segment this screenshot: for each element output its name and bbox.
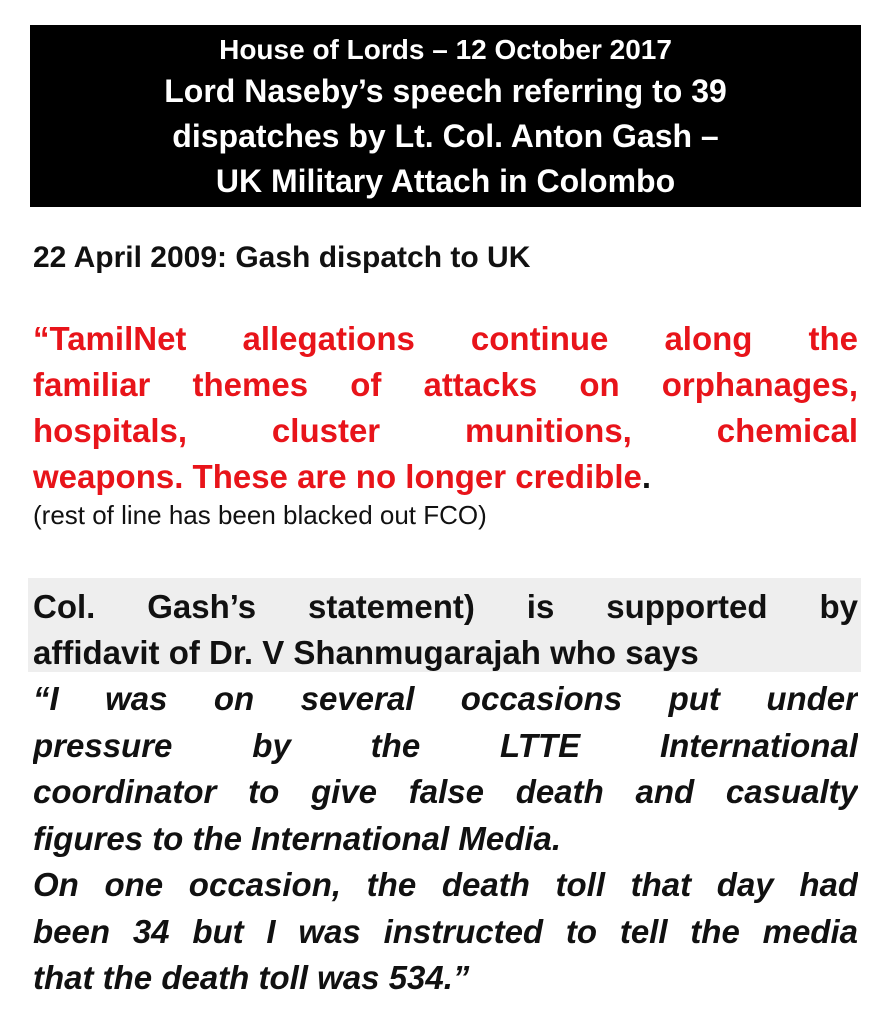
affidavit-line-1: “I was on several occasions put under: [33, 680, 858, 717]
title-line-date: House of Lords – 12 October 2017: [219, 34, 672, 65]
title-line-speech: Lord Naseby’s speech referring to 39: [164, 73, 727, 109]
support-line-1: Col. Gash’s statement) is supported by: [33, 588, 858, 625]
quote-line-2: familiar themes of attacks on orphanages,: [33, 366, 858, 403]
quote-line-4: [33, 454, 858, 500]
affidavit-line-3: coordinator to give false death and casualty: [33, 773, 858, 810]
blackout-note: (rest of line has been blacked out FCO): [33, 500, 487, 530]
support-statement: [33, 584, 858, 1002]
title-line-attache: UK Military Attach in Colombo: [215, 163, 676, 199]
support-line-2: affidavit of Dr. V Shanmugarajah who says: [33, 634, 699, 671]
affidavit-line-5: On one occasion, the death toll that day had: [33, 866, 858, 903]
quote-line-3: hospitals, cluster munitions, chemical: [33, 412, 858, 449]
quote-line-4-text: weapons. These are no longer credible: [33, 458, 642, 495]
affidavit-line-7: that the death toll was 534.”: [33, 959, 470, 996]
affidavit-line-2: pressure by the LTTE International: [33, 726, 858, 764]
quote-end-mark: .: [641, 458, 652, 495]
title-banner: [30, 25, 861, 207]
tamilnet-quote: [33, 316, 858, 530]
quote-line-1: “TamilNet allegations continue along the: [33, 320, 858, 357]
title-line-dispatches: dispatches by Lt. Col. Anton Gash –: [172, 118, 719, 154]
affidavit-line-4: figures to the International Media.: [33, 819, 562, 857]
dispatch-date-heading: 22 April 2009: Gash dispatch to UK: [33, 241, 531, 274]
affidavit-line-6: been 34 but I was instructed to tell the media: [33, 912, 858, 950]
